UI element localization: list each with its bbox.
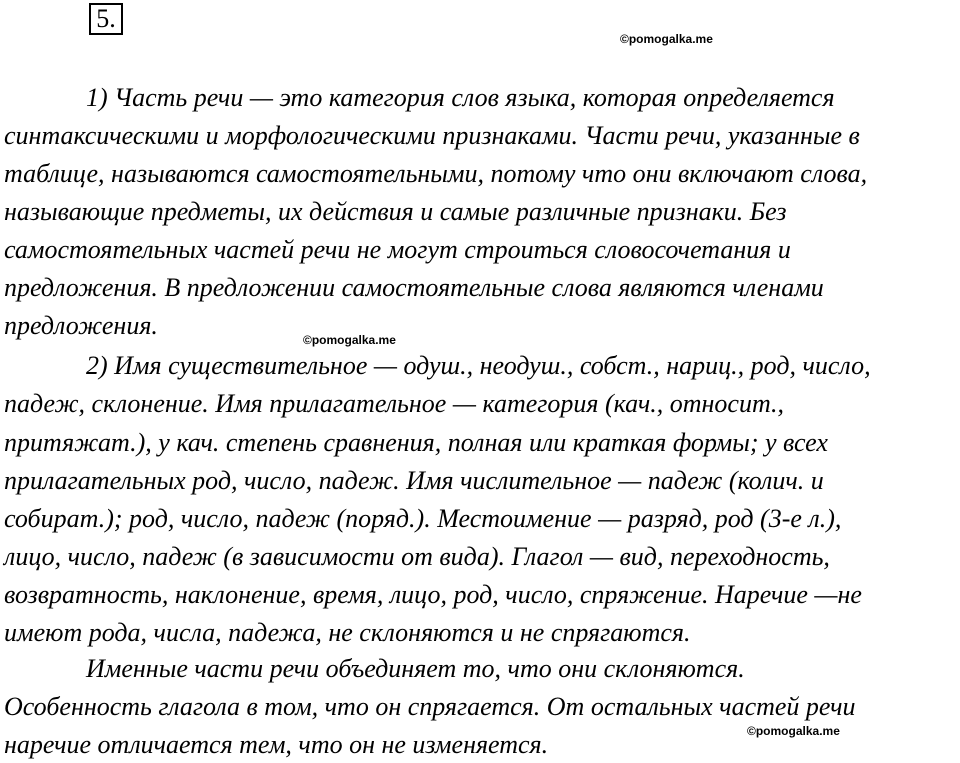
task-number: 5. [89, 3, 123, 35]
watermark-bottom: ©pomogalka.me [747, 724, 840, 738]
text-line-8: 2) Имя существительное — одуш., неодуш., собст., нариц., род, число, [86, 351, 871, 380]
watermark-middle: ©pomogalka.me [303, 333, 396, 347]
text-line-18: наречие отличается тем, что он не изменяется. [4, 730, 549, 759]
text-line-2: синтаксическими и морфологическими признаками. Части речи, указанные в [4, 121, 860, 150]
text-line-15: имеют рода, числа, падежа, не склоняются и не спрягаются. [4, 618, 691, 647]
text-line-1: 1) Часть речи — это категория слов языка, которая определяется [86, 83, 835, 112]
text-line-10: притяжат.), у кач. степень сравнения, полная или краткая формы; у всех [4, 428, 828, 457]
text-line-13: лицо, число, падеж (в зависимости от вида). Глагол — вид, переходность, [4, 542, 830, 571]
text-line-3: таблице, называются самостоятельными, потому что они включают слова, [4, 159, 868, 188]
text-line-12: собират.); род, число, падеж (поряд.). Местоимение — разряд, род (3-е л.), [4, 504, 842, 533]
text-line-4: называющие предметы, их действия и самые различные признаки. Без [4, 197, 787, 226]
text-line-6: предложения. В предложении самостоятельные слова являются членами [4, 273, 824, 302]
text-line-14: возвратность, наклонение, время, лицо, род, число, спряжение. Наречие —не [4, 580, 862, 609]
text-line-11: прилагательных род, число, падеж. Имя числительное — падеж (колич. и [4, 466, 824, 495]
text-line-17: Особенность глагола в том, что он спрягается. От остальных частей речи [4, 692, 856, 721]
watermark-top: ©pomogalka.me [620, 32, 713, 46]
text-line-5: самостоятельных частей речи не могут строиться словосочетания и [4, 235, 791, 264]
text-line-9: падеж, склонение. Имя прилагательное — категория (кач., относит., [4, 389, 785, 418]
text-line-16: Именные части речи объединяет то, что они склоняются. [86, 654, 745, 683]
text-line-7: предложения. [4, 311, 158, 340]
